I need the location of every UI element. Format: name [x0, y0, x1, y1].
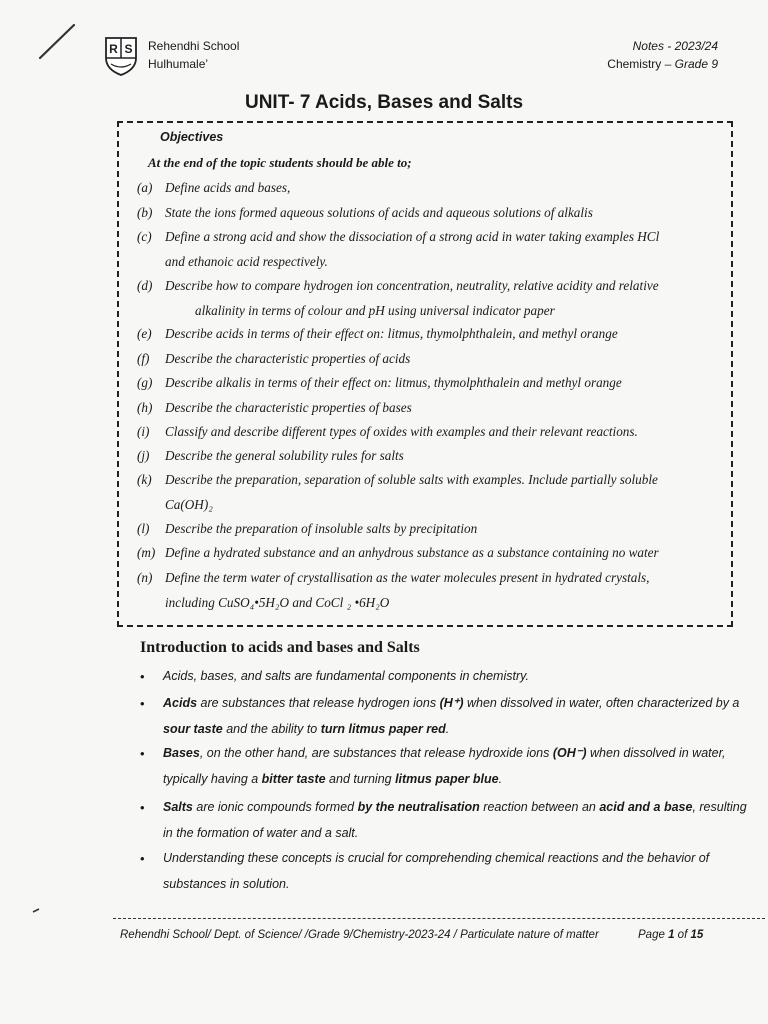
footer-path: Rehendhi School/ Dept. of Science/ /Grade 9/Chemistry-2023-24 / Particulate nature of matter: [120, 929, 599, 941]
objective-label: (h): [137, 400, 153, 415]
objective-continuation: including CuSO₄•5H₂O and CoCl ₂ •6H₂O: [165, 594, 390, 610]
bullet-icon: •: [140, 696, 145, 711]
page-word: Page: [638, 929, 665, 941]
objective-label: (a): [137, 180, 153, 195]
school-name: Rehendhi School: [148, 39, 240, 53]
objective-text: Describe alkalis in terms of their effect on: litmus, thymolphthalein and methyl orange: [165, 375, 622, 390]
svg-text:S: S: [124, 42, 133, 56]
bullet-text: [140, 795, 750, 846]
page-number: [638, 929, 703, 941]
objective-item: [137, 322, 727, 347]
bold-term: (H⁺): [439, 696, 464, 710]
objective-item: [137, 176, 727, 201]
objective-item: [137, 517, 727, 542]
objective-text: Describe the characteristic properties of bases: [165, 400, 412, 415]
subject-label: Chemistry: [607, 57, 662, 71]
objective-text: Define a strong acid and show the dissociation of a strong acid in water taking examples HCl: [165, 229, 660, 244]
bold-term: (OH⁻): [552, 746, 587, 760]
bold-term: bitter taste: [261, 771, 326, 786]
subject-separator: –: [661, 57, 675, 71]
bullet-text-segment: when dissolved in water, typically having a: [163, 746, 726, 786]
bullet-text-segment: are substances that release hydrogen ions: [197, 696, 440, 710]
objective-text: Describe the preparation of insoluble salts by precipitation: [165, 521, 478, 536]
objective-continuation: and ethanoic acid respectively.: [165, 253, 328, 269]
bullet-icon: •: [140, 800, 145, 815]
bullet-icon: •: [140, 746, 145, 761]
objectives-heading: Objectives: [160, 130, 224, 144]
objective-label: (b): [137, 205, 153, 220]
objective-continuation: alkalinity in terms of colour and pH using universal indicator paper: [195, 302, 555, 318]
bold-term: litmus paper blue: [395, 771, 499, 786]
objective-label: (l): [137, 521, 150, 536]
objective-label: (f): [137, 351, 150, 366]
intro-bullet-item: [140, 846, 750, 897]
bold-term: turn litmus paper red: [320, 721, 446, 736]
page-title: UNIT- 7 Acids, Bases and Salts: [244, 92, 524, 113]
bullet-text-segment: , on the other hand, are substances that release hydroxide ions: [199, 746, 553, 760]
objective-item: [137, 566, 727, 615]
objective-text: Classify and describe different types of oxides with examples and their relevant reactions.: [165, 424, 638, 439]
bullet-text-segment: Understanding these concepts is crucial for comprehending chemical reactions and the behavior of substances in solution.: [163, 851, 710, 891]
objectives-intro: At the end of the topic students should be able to;: [148, 155, 412, 170]
bullet-icon: •: [140, 851, 145, 866]
objective-label: (k): [137, 472, 152, 487]
objective-item: [137, 371, 727, 396]
objective-text: State the ions formed aqueous solutions of acids and aqueous solutions of alkalis: [165, 205, 593, 220]
objective-label: (d): [137, 278, 153, 293]
page-total: 15: [690, 929, 704, 941]
bullet-text-segment: .: [445, 721, 450, 736]
objective-label: (i): [137, 424, 150, 439]
pen-scribble-icon: [36, 22, 81, 62]
bold-term: Acids: [163, 696, 198, 710]
objective-label: (j): [137, 448, 150, 463]
objective-item: [137, 541, 727, 566]
bullet-text-segment: when dissolved in water, often characterized by a: [463, 696, 740, 710]
svg-text:R: R: [109, 42, 118, 56]
objective-label: (e): [137, 326, 152, 341]
objective-item: [137, 420, 727, 445]
objective-label: (n): [137, 570, 153, 585]
intro-bullet-item: [140, 664, 750, 690]
grade-label: Grade 9: [674, 57, 718, 71]
bold-term: Bases: [163, 746, 200, 760]
bullet-text-segment: Acids, bases, and salts are fundamental components in chemistry.: [163, 669, 529, 683]
school-logo: [103, 36, 139, 76]
subject-grade: [607, 55, 718, 73]
notes-block: [607, 37, 718, 73]
bullet-icon: •: [140, 669, 145, 684]
objective-text: Describe the characteristic properties of acids: [165, 351, 411, 366]
bullet-text: [140, 664, 750, 690]
bold-term: sour taste: [163, 721, 223, 736]
objective-item: [137, 201, 727, 226]
bullet-text-segment: .: [498, 771, 503, 786]
objective-text: Describe acids in terms of their effect on: litmus, thymolphthalein, and methyl orange: [165, 326, 618, 341]
objective-text: Define acids and bases,: [165, 180, 291, 195]
objective-item: [137, 444, 727, 469]
intro-bullet-item: [140, 741, 750, 792]
objective-item: [137, 274, 727, 323]
objective-text: Describe the general solubility rules for salts: [165, 448, 404, 463]
section-heading: Introduction to acids and bases and Salts: [140, 639, 420, 656]
bullet-text-segment: and turning: [325, 771, 396, 786]
intro-bullet-item: [140, 691, 750, 742]
objective-text: Define the term water of crystallisation as the water molecules present in hydrated crystals,: [165, 570, 650, 585]
bold-term: Salts: [163, 800, 193, 814]
bold-term: acid and a base: [599, 800, 693, 814]
objective-label: (m): [137, 545, 156, 560]
bullet-text-segment: and the ability to: [222, 721, 321, 736]
bullet-text: [140, 846, 750, 897]
objective-item: [137, 347, 727, 372]
objective-text: Describe how to compare hydrogen ion concentration, neutrality, relative acidity and relative: [165, 278, 659, 293]
bullet-text: [140, 691, 750, 742]
objective-item: [137, 225, 727, 274]
objective-text: Describe the preparation, separation of soluble salts with examples. Include partially soluble: [165, 472, 658, 487]
objective-item: [137, 468, 727, 517]
bullet-text-segment: reaction between an: [479, 800, 600, 814]
notes-label: Notes - 2023/24: [632, 39, 718, 53]
footer-divider: [113, 918, 765, 919]
objective-item: [137, 396, 727, 421]
stray-mark-icon: [32, 908, 40, 913]
objective-text: Define a hydrated substance and an anhydrous substance as a substance containing no water: [165, 545, 659, 560]
objective-continuation: Ca(OH)₂: [165, 496, 213, 512]
page-of: of: [677, 929, 688, 941]
school-block: [148, 37, 239, 73]
school-location: Hulhumale’: [148, 57, 209, 71]
bullet-text-segment: are ionic compounds formed: [192, 800, 358, 814]
bullet-text-segment: , resulting in the formation of water and a salt.: [163, 800, 747, 840]
objective-label: (c): [137, 229, 152, 244]
bold-term: by the neutralisation: [357, 800, 480, 814]
page-current: 1: [668, 929, 675, 941]
bullet-text: [140, 741, 750, 792]
objective-label: (g): [137, 375, 153, 390]
intro-bullet-item: [140, 795, 750, 846]
